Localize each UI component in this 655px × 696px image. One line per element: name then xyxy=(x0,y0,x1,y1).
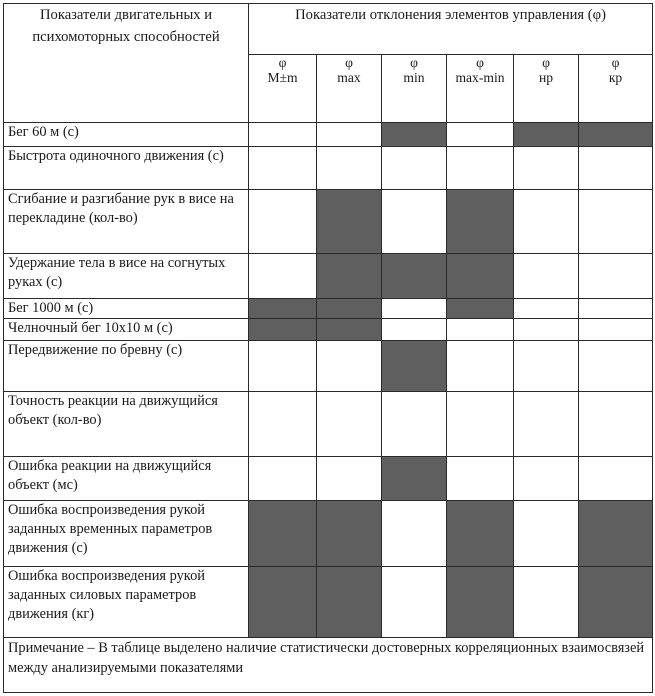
significant-correlation-cell xyxy=(447,190,514,254)
column-header xyxy=(579,55,653,122)
table-row xyxy=(4,298,653,318)
table-row xyxy=(4,456,653,500)
table-row xyxy=(4,254,653,298)
empty-cell xyxy=(249,392,317,456)
column-header xyxy=(317,55,382,122)
significant-correlation-cell xyxy=(514,122,579,146)
phi-symbol: φ xyxy=(278,55,287,71)
table-row xyxy=(4,146,653,189)
empty-cell xyxy=(382,318,447,340)
phi-symbol: φ xyxy=(542,55,550,71)
column-header xyxy=(447,55,514,122)
note-row xyxy=(4,637,653,692)
table-row xyxy=(4,190,653,254)
row-label: Быстрота одиночного движения (с) xyxy=(4,146,249,189)
table-row xyxy=(4,318,653,340)
empty-cell xyxy=(382,298,447,318)
row-label: Ошибка реакции на движущийся объект (мс) xyxy=(4,456,249,500)
header-deviation-group: Показатели отклонения элементов управления (φ) xyxy=(249,4,653,55)
empty-cell xyxy=(579,456,653,500)
empty-cell xyxy=(249,456,317,500)
significant-correlation-cell xyxy=(317,190,382,254)
significant-correlation-cell xyxy=(382,122,447,146)
significant-correlation-cell xyxy=(382,340,447,391)
empty-cell xyxy=(447,340,514,391)
empty-cell xyxy=(317,340,382,391)
row-label: Челночный бег 10х10 м (с) xyxy=(4,318,249,340)
phi-symbol: φ xyxy=(345,55,353,71)
empty-cell xyxy=(514,298,579,318)
significant-correlation-cell xyxy=(447,567,514,637)
empty-cell xyxy=(382,190,447,254)
column-label: кр xyxy=(608,70,623,86)
column-label: max-min xyxy=(455,70,505,86)
significant-correlation-cell xyxy=(317,318,382,340)
row-label: Сгибание и разгибание рук в висе на перекладине (кол-во) xyxy=(4,190,249,254)
header-abilities: Показатели двигательных и психомоторных способностей xyxy=(4,4,249,123)
empty-cell xyxy=(249,122,317,146)
empty-cell xyxy=(317,456,382,500)
significant-correlation-cell xyxy=(447,500,514,566)
significant-correlation-cell xyxy=(317,567,382,637)
empty-cell xyxy=(382,500,447,566)
table-row xyxy=(4,392,653,456)
empty-cell xyxy=(382,146,447,189)
significant-correlation-cell xyxy=(579,500,653,566)
column-label: M±m xyxy=(267,70,298,86)
row-label: Точность реакции на движущийся объект (кол-во) xyxy=(4,392,249,456)
empty-cell xyxy=(579,146,653,189)
empty-cell xyxy=(249,340,317,391)
empty-cell xyxy=(317,122,382,146)
empty-cell xyxy=(249,146,317,189)
row-label: Ошибка воспроизведения рукой заданных силовых параметров движения (кг) xyxy=(4,567,249,637)
empty-cell xyxy=(579,254,653,298)
empty-cell xyxy=(514,340,579,391)
significant-correlation-cell xyxy=(249,298,317,318)
column-header xyxy=(249,55,317,122)
significant-correlation-cell xyxy=(447,298,514,318)
empty-cell xyxy=(447,456,514,500)
column-label: max xyxy=(337,70,361,86)
significant-correlation-cell xyxy=(249,500,317,566)
column-label: min xyxy=(403,70,425,86)
empty-cell xyxy=(514,456,579,500)
row-label: Ошибка воспроизведения рукой заданных временных параметров движения (с) xyxy=(4,500,249,566)
table-row xyxy=(4,340,653,391)
significant-correlation-cell xyxy=(317,500,382,566)
column-label: нр xyxy=(538,70,554,86)
empty-cell xyxy=(382,567,447,637)
column-header xyxy=(514,55,579,122)
table-note: Примечание – В таблице выделено наличие статистически достоверных корреляционных взаимосвязей между анализируемыми показателями xyxy=(4,637,653,692)
empty-cell xyxy=(447,122,514,146)
significant-correlation-cell xyxy=(579,567,653,637)
correlation-table xyxy=(3,3,653,693)
significant-correlation-cell xyxy=(447,254,514,298)
empty-cell xyxy=(514,190,579,254)
significant-correlation-cell xyxy=(249,567,317,637)
empty-cell xyxy=(579,298,653,318)
empty-cell xyxy=(514,567,579,637)
empty-cell xyxy=(447,392,514,456)
significant-correlation-cell xyxy=(382,456,447,500)
table-row xyxy=(4,500,653,566)
empty-cell xyxy=(249,190,317,254)
significant-correlation-cell xyxy=(382,254,447,298)
significant-correlation-cell xyxy=(317,298,382,318)
empty-cell xyxy=(447,318,514,340)
empty-cell xyxy=(579,340,653,391)
phi-symbol: φ xyxy=(410,55,418,71)
empty-cell xyxy=(317,392,382,456)
empty-cell xyxy=(514,392,579,456)
row-label: Удержание тела в висе на согнутых руках (с) xyxy=(4,254,249,298)
significant-correlation-cell xyxy=(249,318,317,340)
table-row xyxy=(4,567,653,637)
empty-cell xyxy=(514,254,579,298)
empty-cell xyxy=(447,146,514,189)
row-label: Бег 60 м (с) xyxy=(4,122,249,146)
row-label: Передвижение по бревну (с) xyxy=(4,340,249,391)
empty-cell xyxy=(514,318,579,340)
empty-cell xyxy=(579,318,653,340)
empty-cell xyxy=(317,146,382,189)
empty-cell xyxy=(514,146,579,189)
phi-symbol: φ xyxy=(611,55,620,71)
empty-cell xyxy=(249,254,317,298)
empty-cell xyxy=(579,190,653,254)
significant-correlation-cell xyxy=(579,122,653,146)
column-header xyxy=(382,55,447,122)
phi-symbol: φ xyxy=(476,55,484,71)
row-label: Бег 1000 м (с) xyxy=(4,298,249,318)
significant-correlation-cell xyxy=(317,254,382,298)
empty-cell xyxy=(514,500,579,566)
empty-cell xyxy=(579,392,653,456)
empty-cell xyxy=(382,392,447,456)
table-row xyxy=(4,122,653,146)
